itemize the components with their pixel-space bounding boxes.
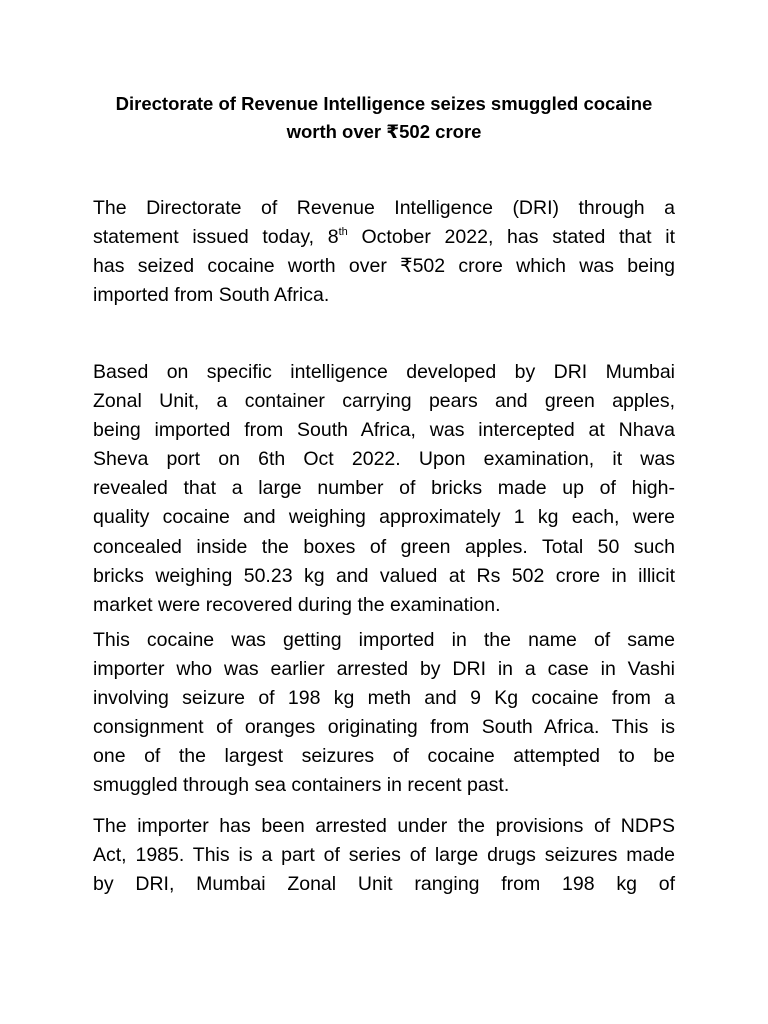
text-line: Sheva port on 6th Oct 2022. Upon examination, it was	[93, 448, 675, 471]
text-line: has seized cocaine worth over ₹502 crore which was being	[93, 255, 675, 278]
paragraph-1	[93, 194, 675, 310]
text-line: bricks weighing 50.23 kg and valued at Rs 502 crore in illicit	[93, 564, 675, 587]
ordinal-suffix: th	[338, 226, 348, 239]
text-line: smuggled through sea containers in recent past.	[93, 774, 510, 797]
title-line-2: worth over ₹502 crore	[286, 121, 482, 142]
text-line: market were recovered during the examination.	[93, 593, 501, 616]
text-line: concealed inside the boxes of green apples. Total 50 such	[93, 535, 675, 558]
text-line: consignment of oranges originating from South Africa. This is	[93, 716, 675, 739]
text-line: Act, 1985. This is a part of series of large drugs seizures made	[93, 844, 675, 867]
text-line: by DRI, Mumbai Zonal Unit ranging from 198 kg of	[93, 873, 675, 896]
paragraph-3	[93, 626, 675, 801]
text-line: being imported from South Africa, was intercepted at Nhava	[93, 419, 675, 442]
text-line: The Directorate of Revenue Intelligence (DRI) through a	[93, 197, 675, 219]
text-line: imported from South Africa.	[93, 284, 330, 307]
text-line: importer who was earlier arrested by DRI in a case in Vashi	[93, 658, 675, 681]
text-line: The importer has been arrested under the provisions of NDPS	[93, 815, 675, 837]
text-line: one of the largest seizures of cocaine attempted to be	[93, 745, 675, 768]
paragraph-4	[93, 812, 675, 899]
title-line-1: Directorate of Revenue Intelligence seizes smuggled cocaine	[115, 93, 653, 114]
text-line: This cocaine was getting imported in the name of same	[93, 629, 675, 651]
document-title	[93, 90, 675, 146]
text-line: quality cocaine and weighing approximately 1 kg each, were	[93, 506, 675, 529]
text-line	[93, 223, 675, 252]
text-line: Zonal Unit, a container carrying pears and green apples,	[93, 390, 675, 413]
paragraph-2	[93, 358, 675, 620]
text-line: involving seizure of 198 kg meth and 9 Kg cocaine from a	[93, 687, 675, 710]
text-line: revealed that a large number of bricks made up of high-	[93, 477, 675, 500]
text-line: Based on specific intelligence developed by DRI Mumbai	[93, 361, 675, 383]
text-segment: October 2022, has stated that it	[347, 226, 675, 249]
text-segment: statement issued today, 8	[93, 226, 339, 249]
